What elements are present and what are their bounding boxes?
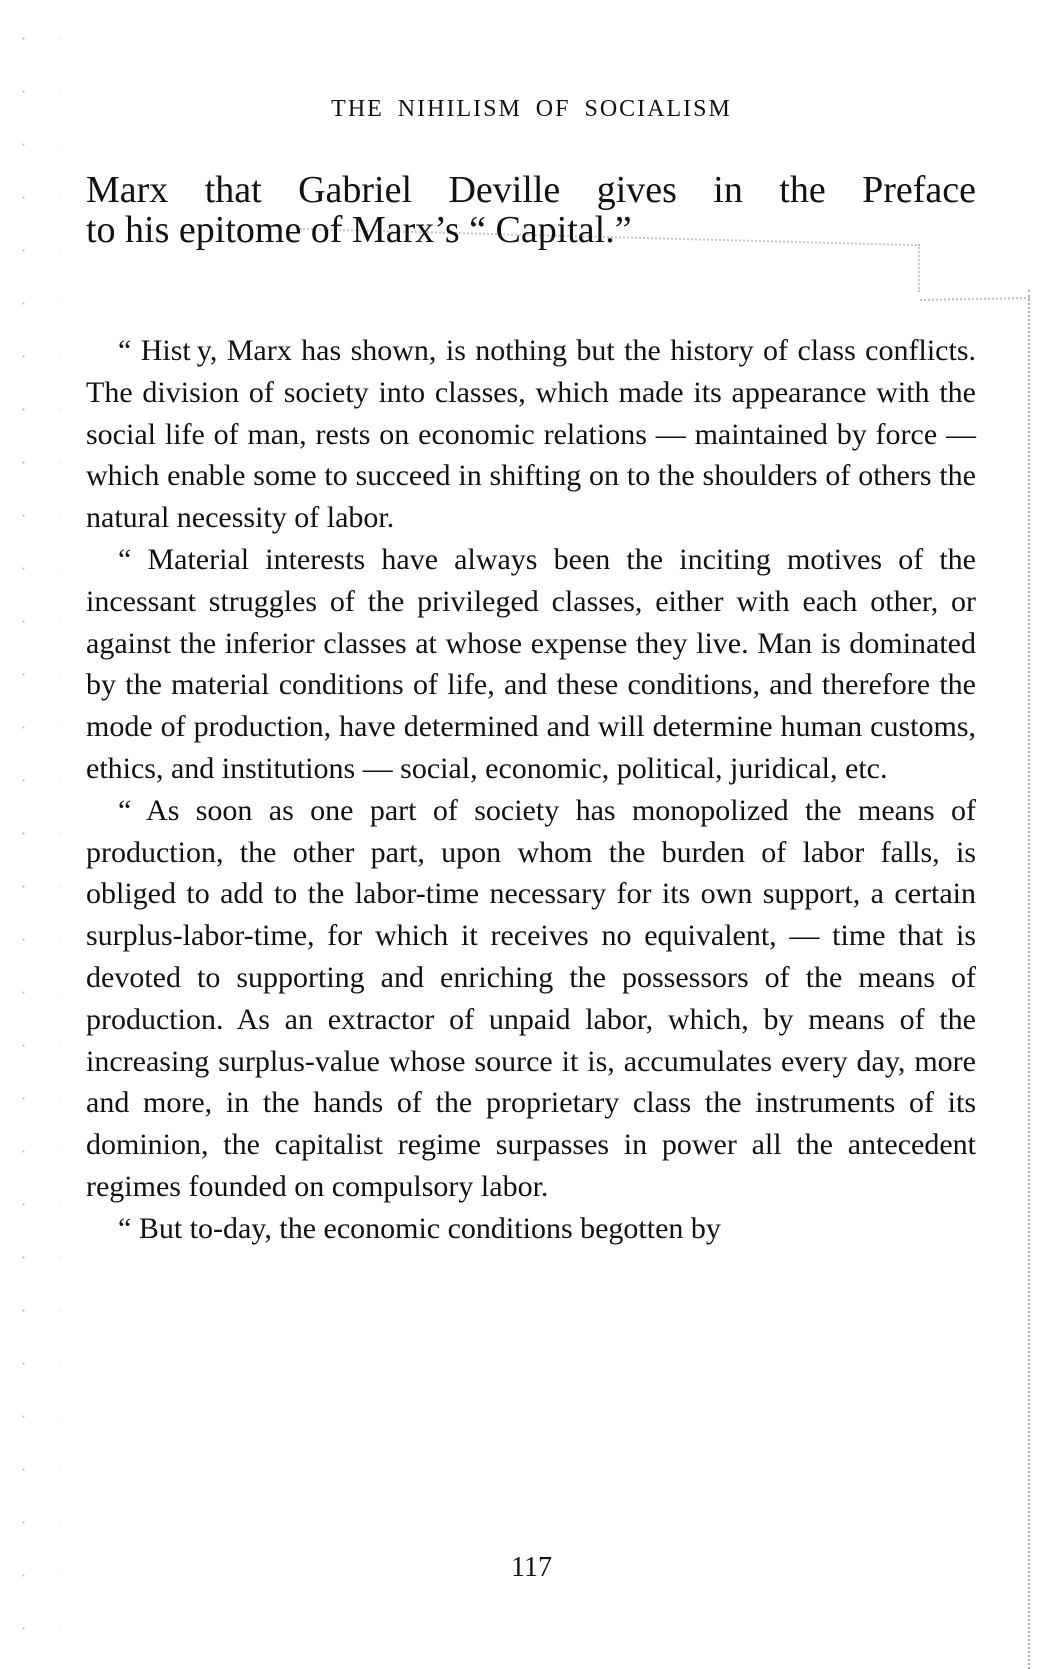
opening-lines (86, 170, 976, 250)
opening-line-2: to his epitome of Marx’s “ Capital.” (86, 209, 632, 251)
scan-fold-drop (918, 244, 922, 292)
scan-specks (0, 0, 60, 1669)
running-head: THE NIHILISM OF SOCIALISM (331, 96, 732, 122)
scan-torn-top (920, 297, 1030, 304)
scan-torn-edge (1028, 290, 1036, 1669)
paragraph-material-interests: “ Material interests have always been the inciting motives of the incessant struggles of the privileged classes, either with each other, or against the inferior classes at whose expense they live. Man is dominated by the material conditions of life, and these conditions, and therefore the mode of production, have determined and will determine human customs, ethics, and institutions — social, economic, political, juridical, etc. (86, 542, 976, 785)
paragraph-but-today: “ But to-day, the economic conditions begotten by (118, 1211, 721, 1245)
page-number: 117 (511, 1552, 552, 1583)
paragraph-history: “ Hist y, Marx has shown, is nothing but the history of class conflicts. The division of society into classes, which made its appearance with the social life of man, rests on economic relations — maintained by force — which enable some to succeed in shifting on to the shoulders of others the natural necessity of labor. (86, 334, 976, 535)
paragraph-monopolized: “ As soon as one part of society has monopolized the means of production, the other part, upon whom the burden of labor falls, is obliged to add to the labor-time necessary for its own support, a certain surplus-labor-time, for which it receives no equivalent, — time that is devoted to supporting and enriching the possessors of the means of production. As an extractor of unpaid labor, which, by means of the increasing surplus-value whose source it is, accumulates every day, more and more, in the hands of the proprietary class the instruments of its dominion, the capitalist regime surpasses in power all the antecedent regimes founded on compulsory labor. (86, 793, 976, 1203)
body-text (86, 330, 976, 1250)
opening-line-1: Marx that Gabriel Deville gives in the Preface (86, 169, 976, 211)
